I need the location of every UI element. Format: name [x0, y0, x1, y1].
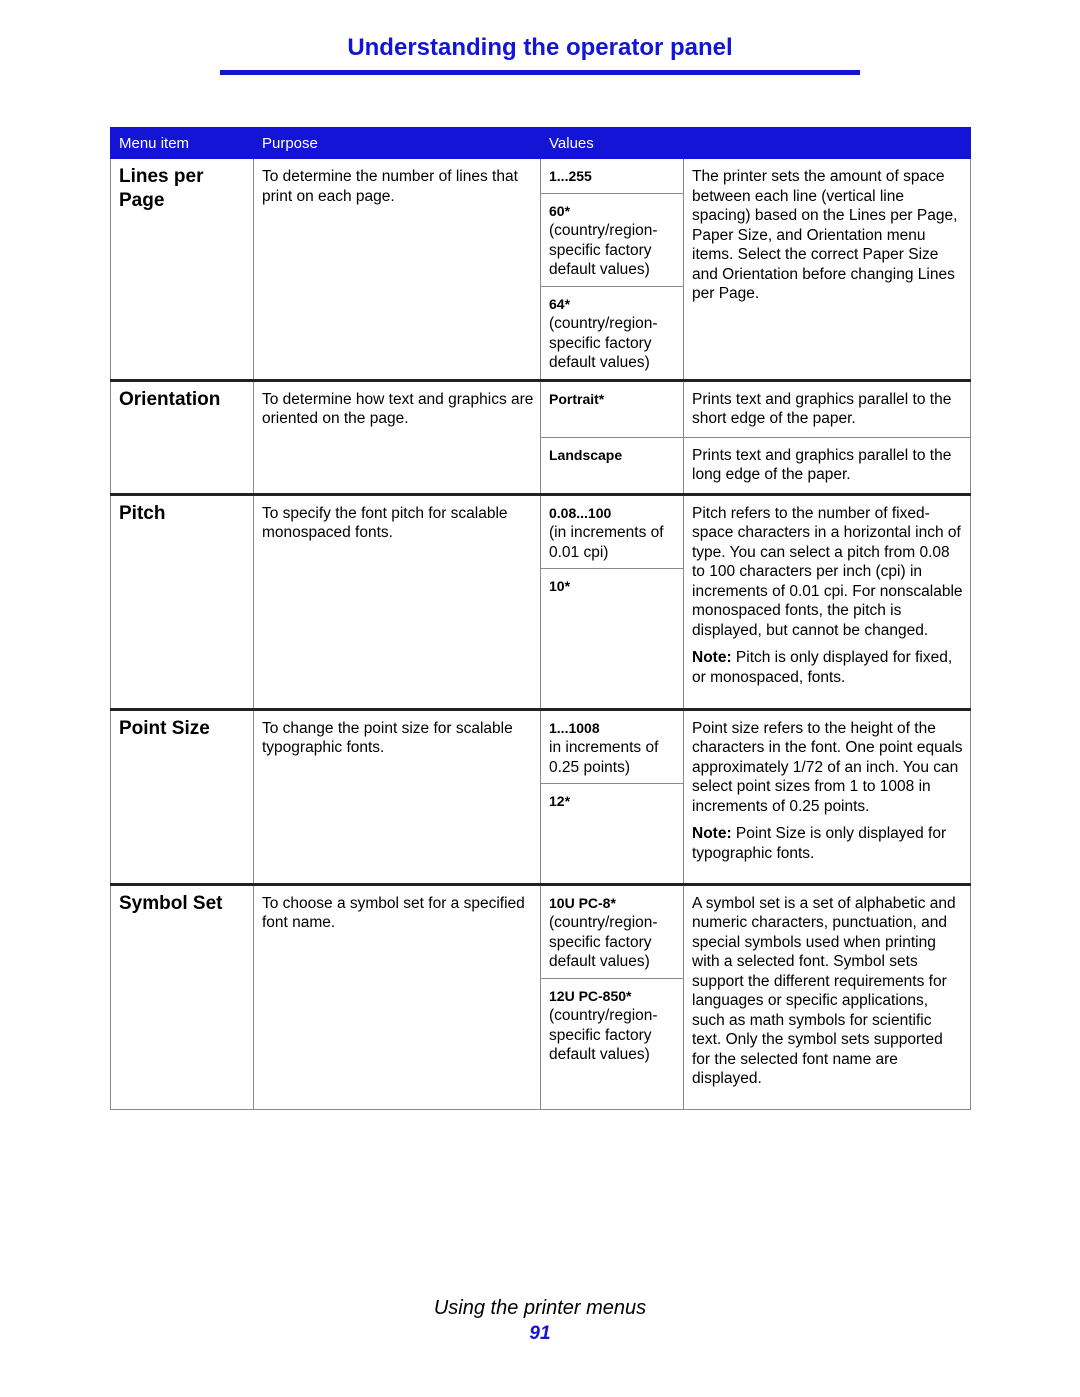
description-text: Pitch refers to the number of fixed-space characters in a horizontal inch of type. You can select a pitch from 0.08 to 100 characters per inch (cpi) in increments of 0.01 cpi. For nonscalable monospaced fonts, the pitch is displayed, but cannot be changed. — [692, 504, 963, 639]
value-key: 0.08...100 — [549, 504, 612, 521]
note-body: Point Size is only displayed for typographic fonts. — [692, 825, 947, 862]
value-option — [541, 382, 683, 432]
header-menu-item: Menu item — [111, 128, 254, 159]
menu-item-label: Lines per Page — [119, 166, 204, 211]
value-option — [541, 979, 683, 1071]
description-cell — [684, 709, 971, 884]
value-option — [541, 287, 683, 379]
footer-section-title: Using the printer menus — [433, 1297, 647, 1319]
description-text: Prints text and graphics parallel to the long edge of the paper. — [692, 446, 952, 483]
note-label: Note: — [692, 825, 732, 842]
note-text — [692, 824, 964, 863]
value-detail: (country/region-specific factory default values) — [549, 222, 658, 278]
value-option — [541, 159, 683, 194]
menu-item-orientation — [111, 380, 254, 494]
menu-item-lines-per-page — [111, 159, 254, 381]
description-text: Point size refers to the height of the characters in the font. One point equals approximately 1/72 of an inch. You can select point sizes from 1 to 1008 in increments of 0.25 points. — [692, 719, 963, 815]
value-option — [541, 194, 683, 287]
menu-item-label: Point Size — [119, 717, 210, 739]
value-detail: (country/region-specific factory default values) — [549, 1007, 658, 1063]
menu-item-pitch — [111, 494, 254, 709]
table-row — [111, 709, 971, 884]
value-key: Portrait* — [549, 390, 605, 407]
value-detail: (in increments of 0.01 cpi) — [549, 524, 664, 561]
purpose-cell: To determine how text and graphics are oriented on the page. — [254, 380, 541, 494]
values-cell — [541, 159, 684, 381]
description-cell — [684, 437, 971, 494]
table-header-row — [111, 128, 971, 159]
note-text — [692, 648, 964, 687]
value-key: 1...1008 — [549, 719, 600, 736]
value-option — [541, 711, 683, 785]
table-row — [111, 159, 971, 381]
table-row — [111, 380, 971, 437]
menu-item-symbol-set — [111, 884, 254, 1109]
menu-table — [110, 127, 971, 1110]
value-option — [541, 496, 683, 570]
menu-item-point-size — [111, 709, 254, 884]
description-cell — [684, 380, 971, 437]
header-purpose: Purpose — [254, 128, 541, 159]
menu-item-label: Pitch — [119, 502, 166, 524]
description-text: The printer sets the amount of space between each line (vertical line spacing) based on the Lines per Page, Paper Size, and Orientation menu items. Select the correct Paper Size and Orientation before changing Lines per Page. — [692, 168, 958, 302]
description-text: A symbol set is a set of alphabetic and numeric characters, punctuation, and special symbols used when printing with a selected font. Symbol sets support the different requirements for languages or specific applications, such as math symbols for scientific text. Only the symbol sets supported for the selected font name are displayed. — [692, 894, 956, 1087]
page-title: Understanding the operator panel — [347, 34, 733, 61]
note-body: Pitch is only displayed for fixed, or monospaced, fonts. — [692, 649, 953, 686]
value-option — [541, 569, 683, 603]
description-text: Prints text and graphics parallel to the short edge of the paper. — [692, 390, 952, 427]
value-key: 12* — [549, 793, 571, 809]
value-option — [541, 886, 683, 979]
value-detail: (country/region-specific factory default values) — [549, 315, 658, 371]
value-key: 64* — [549, 295, 571, 312]
values-cell — [541, 884, 684, 1109]
description-cell — [684, 884, 971, 1109]
value-key: 1...255 — [549, 168, 592, 184]
header-values: Values — [541, 128, 971, 159]
description-cell — [684, 159, 971, 381]
value-key: 10* — [549, 578, 571, 594]
table-row — [111, 884, 971, 1109]
purpose-cell: To specify the font pitch for scalable monospaced fonts. — [254, 494, 541, 709]
table-row — [111, 494, 971, 709]
values-cell — [541, 437, 684, 494]
values-cell — [541, 380, 684, 437]
value-key: 10U PC-8* — [549, 894, 616, 911]
value-option — [541, 784, 683, 818]
value-key: Landscape — [549, 446, 623, 463]
value-option — [541, 438, 683, 487]
purpose-cell: To determine the number of lines that print on each page. — [254, 159, 541, 381]
purpose-cell: To change the point size for scalable typographic fonts. — [254, 709, 541, 884]
menu-item-label: Orientation — [119, 388, 221, 410]
value-key: 60* — [549, 202, 571, 219]
description-cell — [684, 494, 971, 709]
page-number: 91 — [529, 1323, 551, 1344]
note-label: Note: — [692, 649, 732, 666]
value-key: 12U PC-850* — [549, 987, 632, 1004]
title-rule — [220, 70, 860, 75]
purpose-cell: To choose a symbol set for a specified font name. — [254, 884, 541, 1109]
values-cell — [541, 709, 684, 884]
values-cell — [541, 494, 684, 709]
value-detail: in increments of 0.25 points) — [549, 739, 659, 776]
menu-item-label: Symbol Set — [119, 892, 223, 914]
value-detail: (country/region-specific factory default values) — [549, 914, 658, 970]
